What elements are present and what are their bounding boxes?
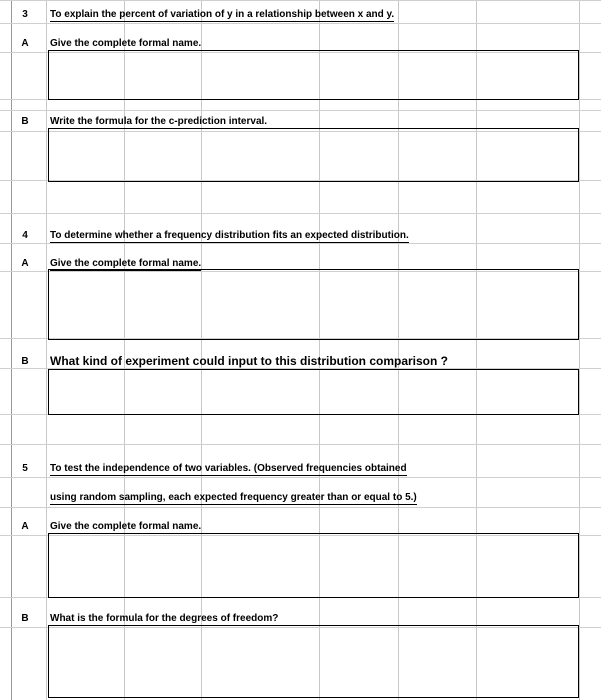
- grid-hline: [0, 0, 601, 1]
- question-text: To test the independence of two variables. (Observed frequencies obtained: [50, 463, 407, 474]
- part-letter: A: [21, 38, 29, 49]
- question-number: 4: [22, 230, 28, 241]
- part-prompt: Give the complete formal name.: [50, 258, 202, 269]
- part-prompt: Write the formula for the c-prediction interval.: [50, 116, 268, 127]
- question-number: 3: [22, 9, 28, 20]
- question-text: To determine whether a frequency distribution fits an expected distribution.: [50, 230, 409, 241]
- part-letter: B: [21, 116, 29, 127]
- part-letter: B: [21, 356, 29, 367]
- question-number: 5: [22, 463, 28, 474]
- grid-vline: [46, 0, 47, 700]
- answer-box[interactable]: [48, 269, 579, 340]
- part-letter: B: [21, 613, 29, 624]
- answer-box[interactable]: [48, 369, 579, 415]
- question-text-continued: using random sampling, each expected frequency greater than or equal to 5.): [50, 492, 417, 503]
- grid-vline: [11, 0, 12, 700]
- grid-hline: [0, 477, 601, 478]
- grid-hline: [0, 23, 601, 24]
- answer-box[interactable]: [48, 533, 579, 598]
- part-prompt: Give the complete formal name.: [50, 38, 202, 49]
- question-text: To explain the percent of variation of y in a relationship between x and y.: [50, 9, 395, 20]
- answer-box[interactable]: [48, 50, 579, 100]
- part-letter: A: [21, 521, 29, 532]
- grid-hline: [0, 243, 601, 244]
- grid-hline: [0, 507, 601, 508]
- part-prompt: What is the formula for the degrees of freedom?: [50, 613, 279, 624]
- part-letter: A: [21, 258, 29, 269]
- grid-hline: [0, 213, 601, 214]
- part-prompt: Give the complete formal name.: [50, 521, 202, 532]
- answer-box[interactable]: [48, 625, 579, 698]
- grid-hline: [0, 444, 601, 445]
- part-prompt: What kind of experiment could input to this distribution comparison ?: [50, 354, 448, 368]
- grid-hline: [0, 110, 601, 111]
- grid-vline: [579, 0, 580, 700]
- answer-box[interactable]: [48, 128, 579, 182]
